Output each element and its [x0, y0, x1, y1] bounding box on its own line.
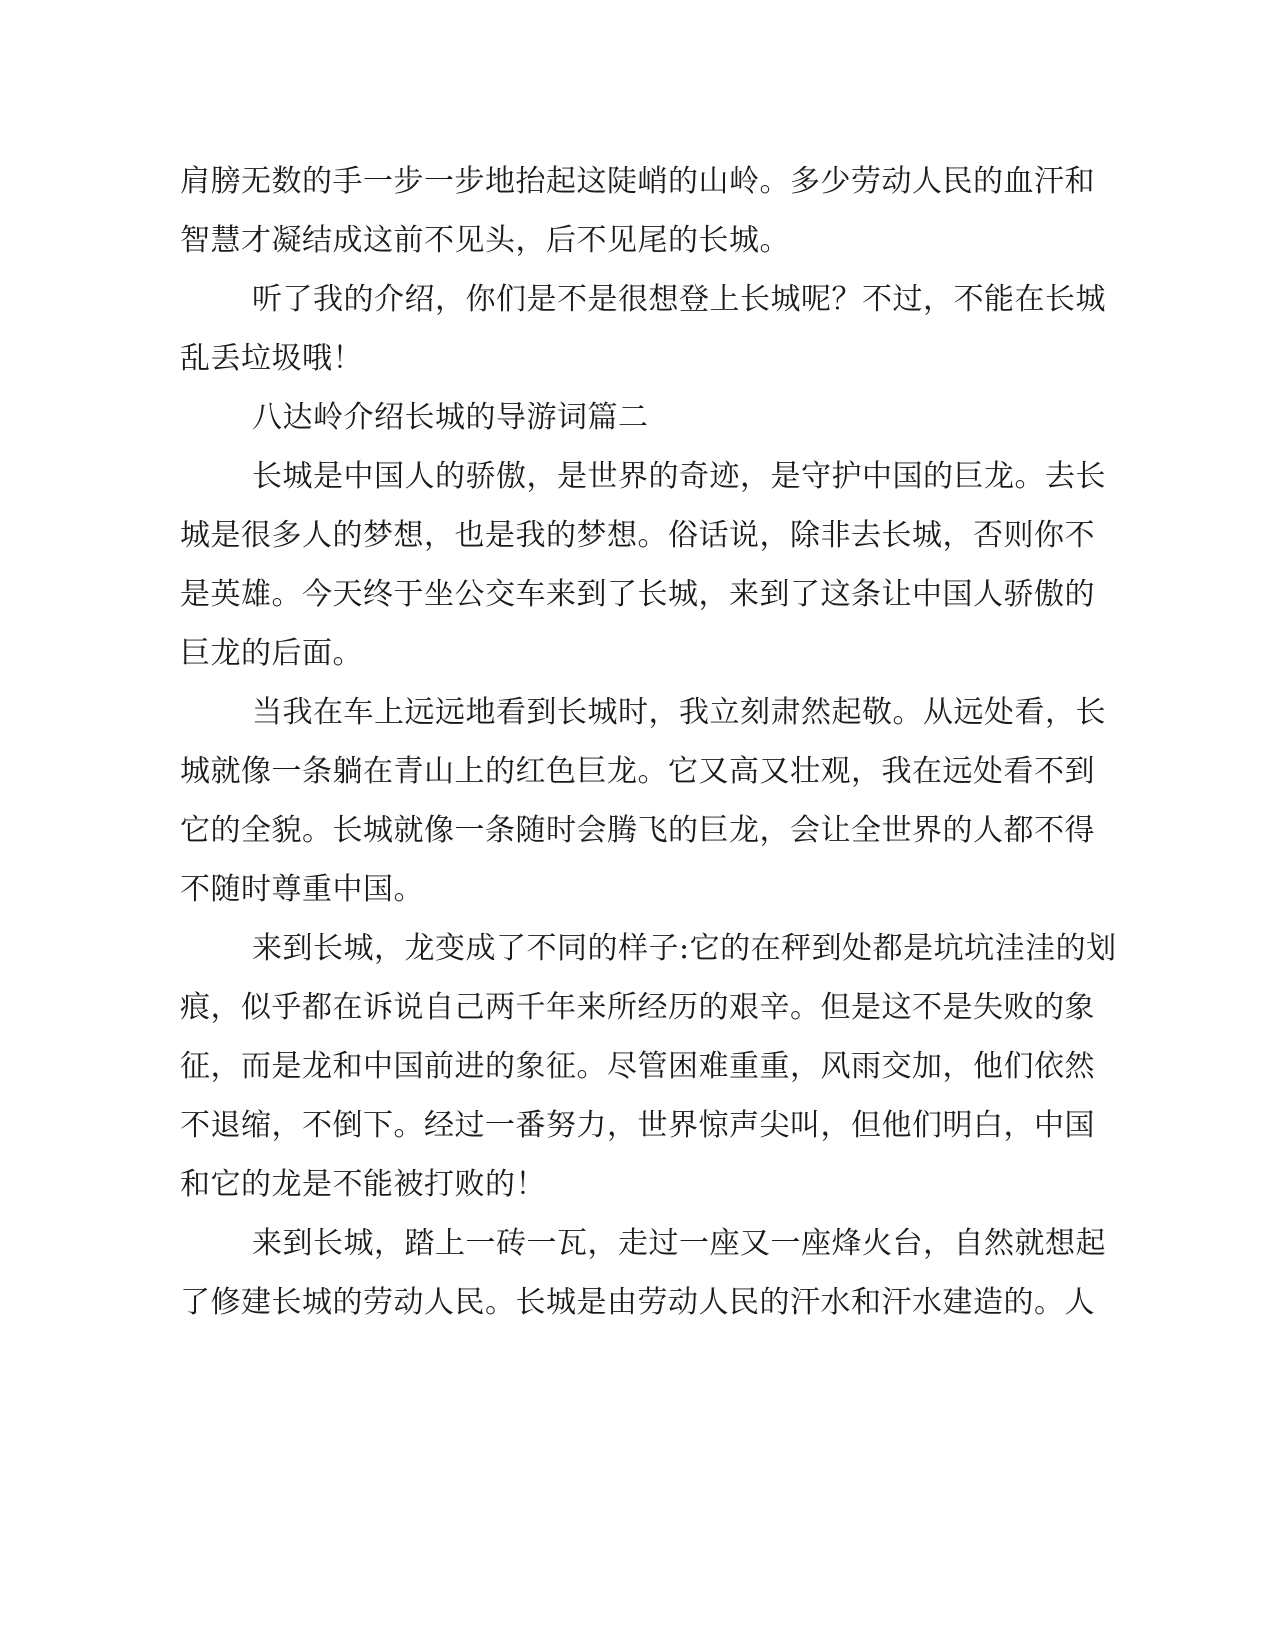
text-line	[0, 152, 1275, 212]
text-line	[0, 1155, 1275, 1215]
text-line	[0, 978, 1275, 1038]
line-text: 征，而是龙和中国前进的象征。尽管困难重重，风雨交加，他们依然	[180, 1049, 1095, 1084]
text-line	[0, 1273, 1275, 1333]
line-text: 是英雄。今天终于坐公交车来到了长城，来到了这条让中国人骄傲的	[180, 577, 1095, 612]
paragraph-start-line	[0, 447, 1275, 507]
line-text: 巨龙的后面。	[180, 636, 363, 671]
line-text: 不退缩，不倒下。经过一番努力，世界惊声尖叫，但他们明白，中国	[180, 1108, 1095, 1143]
text-line	[0, 860, 1275, 920]
line-text: 痕，似乎都在诉说自己两千年来所经历的艰辛。但是这不是失败的象	[180, 990, 1095, 1025]
line-text: 不随时尊重中国。	[180, 872, 424, 907]
line-text: 和它的龙是不能被打败的！	[180, 1167, 546, 1202]
line-text: 它的全貌。长城就像一条随时会腾飞的巨龙，会让全世界的人都不得	[180, 813, 1095, 848]
line-text: 智慧才凝结成这前不见头，后不见尾的长城。	[180, 223, 790, 258]
line-text: 城是很多人的梦想，也是我的梦想。俗话说，除非去长城，否则你不	[180, 518, 1095, 553]
line-text: 肩膀无数的手一步一步地抬起这陡峭的山岭。多少劳动人民的血汗和	[180, 164, 1095, 199]
line-text: 来到长城，踏上一砖一瓦，走过一座又一座烽火台，自然就想起	[252, 1226, 1106, 1261]
heading-text: 八达岭介绍长城的导游词篇二	[252, 400, 649, 435]
text-line	[0, 329, 1275, 389]
paragraph-start-line	[0, 270, 1275, 330]
text-line	[0, 624, 1275, 684]
line-text: 长城是中国人的骄傲，是世界的奇迹，是守护中国的巨龙。去长	[252, 459, 1106, 494]
text-line	[0, 506, 1275, 566]
text-line	[0, 801, 1275, 861]
line-text: 城就像一条躺在青山上的红色巨龙。它又高又壮观，我在远处看不到	[180, 754, 1095, 789]
line-text: 了修建长城的劳动人民。长城是由劳动人民的汗水和汗水建造的。人	[180, 1285, 1095, 1320]
paragraph-start-line	[0, 1214, 1275, 1274]
text-line	[0, 565, 1275, 625]
line-text: 当我在车上远远地看到长城时，我立刻肃然起敬。从远处看，长	[252, 695, 1106, 730]
line-text: 乱丢垃圾哦！	[180, 341, 363, 376]
text-line	[0, 1037, 1275, 1097]
text-line	[0, 742, 1275, 802]
section-heading	[0, 388, 1275, 448]
paragraph-start-line	[0, 919, 1275, 979]
text-line	[0, 1096, 1275, 1156]
line-text: 来到长城，龙变成了不同的样子:它的在秤到处都是坑坑洼洼的划	[252, 931, 1117, 966]
line-text: 听了我的介绍，你们是不是很想登上长城呢？不过，不能在长城	[252, 282, 1106, 317]
text-line	[0, 211, 1275, 271]
paragraph-start-line	[0, 683, 1275, 743]
